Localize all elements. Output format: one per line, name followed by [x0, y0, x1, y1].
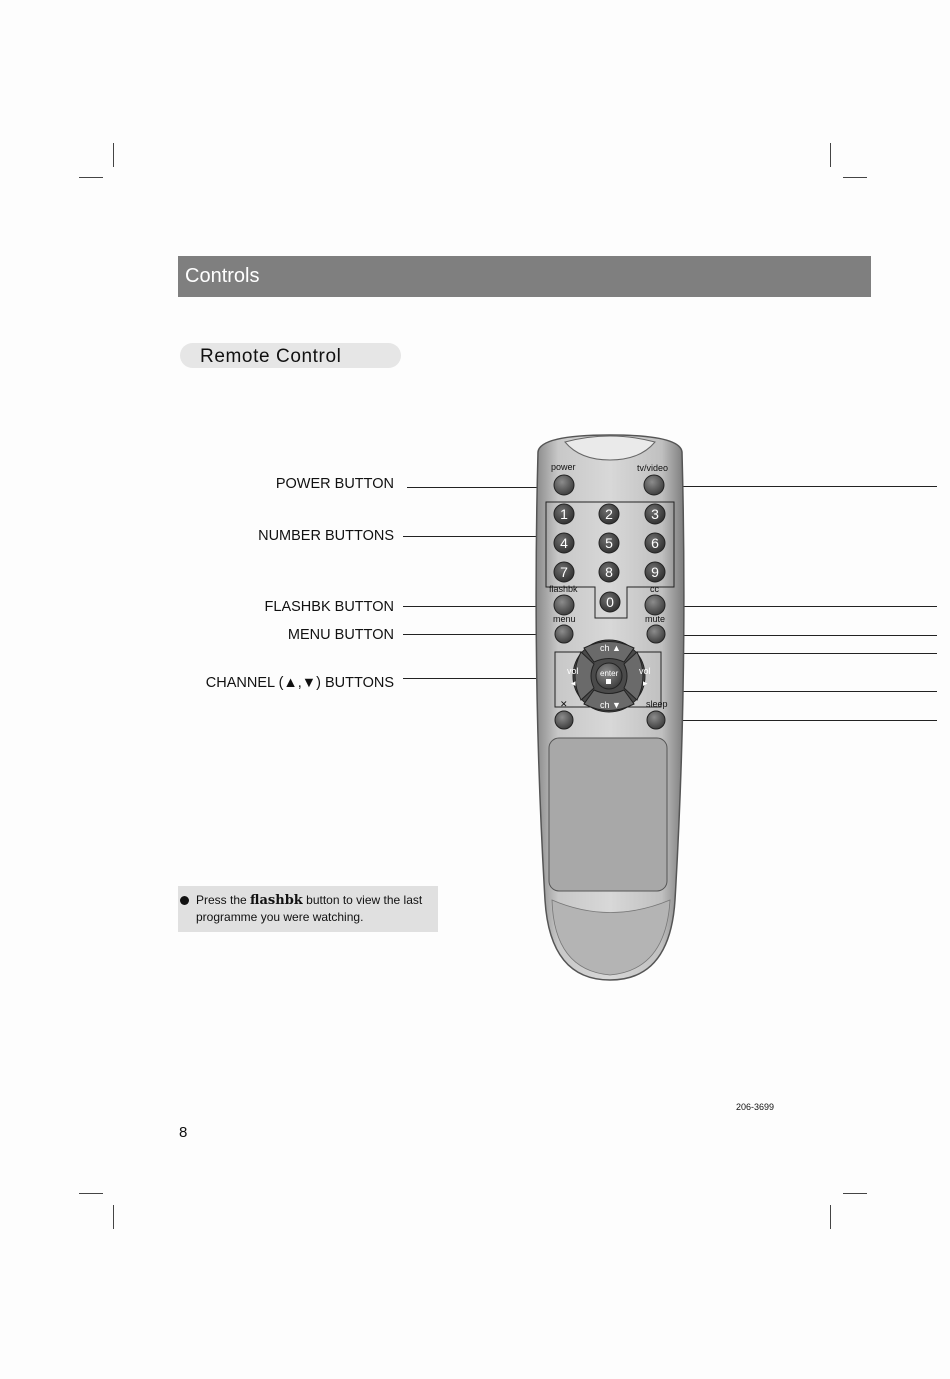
digit-label: 8: [605, 564, 613, 580]
callout-flashbk-button: FLASHBK BUTTON: [264, 599, 394, 615]
crop-mark: [843, 177, 867, 178]
digit-label: 4: [560, 535, 568, 551]
volume-left-label: vol: [567, 666, 579, 676]
bullet-icon: [180, 896, 189, 905]
volume-right-arrow-icon: ▸: [643, 678, 648, 688]
enter-square-icon: [606, 679, 611, 684]
leader-line: [666, 606, 937, 607]
note-box: [178, 886, 438, 932]
callout-power-button: POWER BUTTON: [275, 476, 394, 492]
remote-control-illustration: [520, 430, 700, 985]
flashbk-label: flashbk: [549, 584, 578, 594]
digit-label: 7: [560, 564, 568, 580]
menu-button: [555, 625, 573, 643]
note-keyword: flashbk: [250, 893, 303, 908]
digit-label: 9: [651, 564, 659, 580]
note-suffix: button to view the last programme you were watching.: [196, 893, 423, 924]
enter-label: enter: [600, 669, 619, 678]
lower-left-button: [555, 711, 573, 729]
crop-mark: [79, 1193, 103, 1194]
section-title: Controls: [178, 256, 871, 297]
callout-channel-buttons: CHANNEL (▲,▼) BUTTONS: [205, 675, 394, 691]
sleep-label: sleep: [646, 699, 668, 709]
cc-button: [645, 595, 665, 615]
leader-line: [666, 635, 937, 636]
crop-mark: [113, 1205, 114, 1229]
digit-label: 2: [605, 506, 613, 522]
channel-up-label: ch ▲: [600, 643, 621, 653]
power-label: power: [551, 462, 576, 472]
tvvideo-label: tv/video: [637, 463, 669, 473]
leader-line: [664, 486, 937, 487]
sleep-button: [647, 711, 665, 729]
menu-label: menu: [553, 614, 576, 624]
crop-mark: [830, 1205, 831, 1229]
digit-label: 6: [651, 535, 659, 551]
flashbk-button: [554, 595, 574, 615]
remote-lower-panel: [549, 738, 667, 891]
crop-mark: [79, 177, 103, 178]
channel-down-label: ch ▼: [600, 700, 621, 710]
mute-label: mute: [645, 614, 666, 624]
crop-mark: [830, 143, 831, 167]
callout-menu-button: MENU BUTTON: [287, 627, 394, 643]
document-code: 206-3699: [736, 1102, 775, 1112]
note-prefix: Press the: [196, 893, 247, 907]
digit-label: 3: [651, 506, 659, 522]
page-number: 8: [179, 1124, 188, 1141]
leader-line: [666, 720, 937, 721]
digit-label: 1: [560, 506, 568, 522]
mute-button: [647, 625, 665, 643]
power-button: [554, 475, 574, 495]
mute-x-icon: ✕: [560, 699, 568, 709]
cc-label: cc: [650, 584, 659, 594]
volume-right-label: vol: [639, 666, 651, 676]
volume-left-arrow-icon: ◂: [571, 678, 576, 688]
crop-mark: [113, 143, 114, 167]
digit-label: 0: [606, 594, 614, 610]
tvvideo-button: [644, 475, 664, 495]
subsection-title: Remote Control: [180, 343, 401, 368]
digit-label: 5: [605, 535, 613, 551]
callout-number-buttons: NUMBER BUTTONS: [258, 528, 394, 544]
crop-mark: [843, 1193, 867, 1194]
